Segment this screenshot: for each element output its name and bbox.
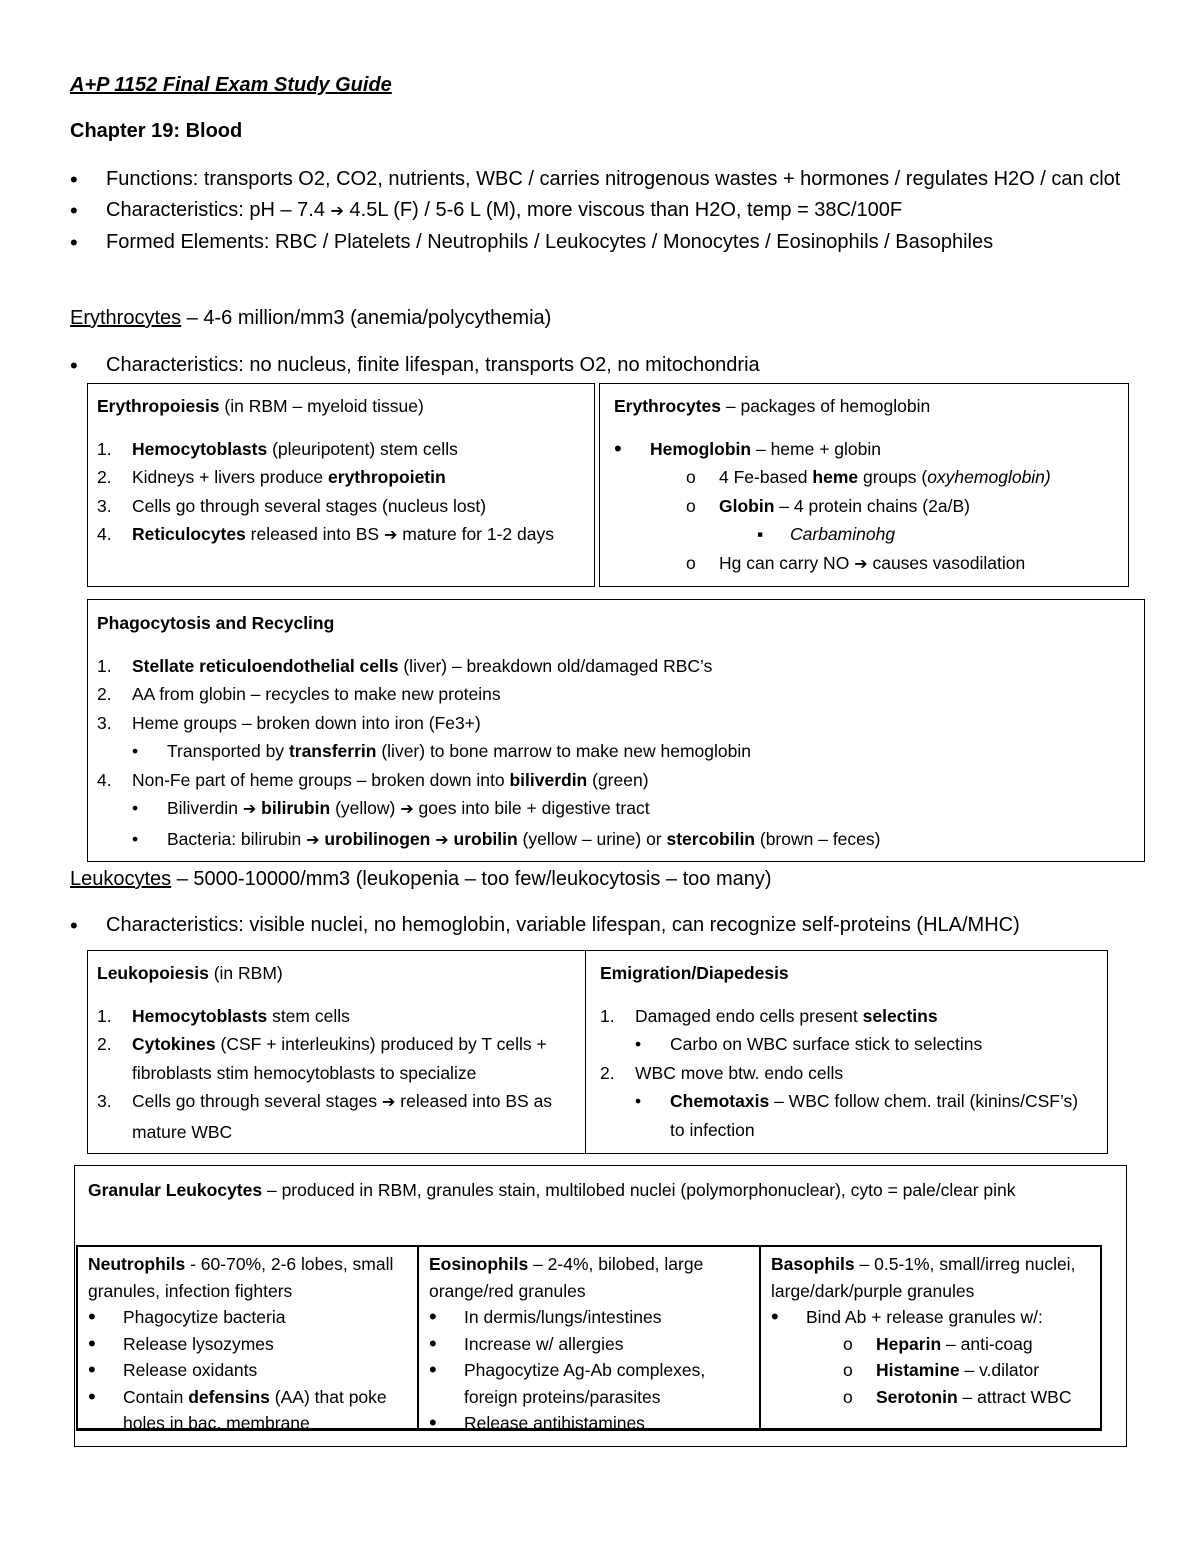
- list-item: • Transported by transferrin (liver) to bone marrow to make new hemoglobin: [97, 737, 1135, 766]
- list-item: 1. Hemocytoblasts stem cells: [97, 1005, 350, 1026]
- intro-bullets: [70, 164, 1130, 258]
- list-item: • Formed Elements: RBC / Platelets / Neutrophils / Leukocytes / Monocytes / Eosinophils / Basophiles: [70, 227, 1130, 258]
- right-arrow-icon: ➔: [383, 527, 398, 544]
- leukopoiesis-box: [87, 950, 587, 1154]
- list-item: • Increase w/ allergies: [429, 1331, 749, 1358]
- list-item: • Bind Ab + release granules w/:: [771, 1304, 1090, 1331]
- list-item: • Chemotaxis – WBC follow chem. trail (kinins/CSF’s) to infection: [600, 1087, 1093, 1144]
- basophils-cell: Basophils – 0.5-1%, small/irreg nuclei, large/dark/purple granules • Bind Ab + release granules w/: o Heparin – anti-coag o Histamine – v.dilator o Serotonin – attract WBC: [761, 1247, 1100, 1428]
- list-item: • Bacteria: bilirubin ➔ urobilinogen ➔ urobilin (yellow – urine) or stercobilin (brown – feces): [97, 825, 1135, 856]
- erythrocytes-characteristics: [70, 350, 1130, 381]
- erythropoiesis-box: [87, 383, 595, 587]
- list-item: 2. Cytokines (CSF + interleukins) produced by T cells + fibroblasts stim hemocytoblasts to specialize: [97, 1034, 547, 1083]
- leukocytes-characteristics: [70, 910, 1150, 941]
- right-arrow-icon: ➔: [400, 801, 414, 818]
- box-title: Emigration/Diapedesis: [600, 963, 789, 983]
- list-item: 3. Heme groups – broken down into iron (Fe3+): [97, 712, 481, 733]
- list-item: • Characteristics: visible nuclei, no hemoglobin, variable lifespan, can recognize self-proteins (HLA/MHC): [70, 910, 1150, 941]
- right-arrow-icon: ➔: [382, 1094, 396, 1111]
- box-title: Leukopoiesis (in RBM): [97, 963, 283, 983]
- list-item: 2. AA from globin – recycles to make new proteins: [97, 684, 501, 704]
- erythrocytes-box: [599, 383, 1129, 587]
- leukocytes-heading: Leukocytes – 5000-10000/mm3 (leukopenia – too few/leukocytosis – too many): [70, 868, 772, 890]
- list-item: • Phagocytize Ag-Ab complexes, foreign proteins/parasites: [429, 1357, 749, 1410]
- list-item: 3. Cells go through several stages (nucleus lost): [97, 495, 487, 516]
- granulocyte-table: [76, 1245, 1102, 1431]
- list-item: • Characteristics: no nucleus, finite lifespan, transports O2, no mitochondria: [70, 350, 1130, 381]
- neutrophils-cell: Neutrophils - 60-70%, 2-6 lobes, small granules, infection fighters • Phagocytize bacteria • Release lysozymes • Release oxidants • Contain defensins (AA) that poke holes in bac. membrane: [78, 1247, 419, 1428]
- right-arrow-icon: ➔: [330, 203, 344, 220]
- box-title: Erythropoiesis (in RBM – myeloid tissue): [97, 396, 424, 416]
- list-item: o Globin – 4 protein chains (2a/B): [614, 492, 1114, 521]
- list-item: • Functions: transports O2, CO2, nutrients, WBC / carries nitrogenous wastes + hormones / regulates H2O / can clot: [70, 164, 1130, 195]
- list-item: 4. Reticulocytes released into BS ➔ mature for 1-2 days: [97, 524, 554, 544]
- right-arrow-icon: ➔: [854, 555, 868, 573]
- phagocytosis-box: [87, 599, 1145, 862]
- list-item: • In dermis/lungs/intestines: [429, 1304, 749, 1331]
- list-item: 4. Non-Fe part of heme groups – broken down into biliverdin (green): [97, 769, 649, 790]
- emigration-box: [585, 950, 1108, 1154]
- right-arrow-icon: ➔: [435, 831, 449, 849]
- list-item: ▪ Carbaminohg: [614, 520, 1114, 549]
- box-title: Phagocytosis and Recycling: [97, 613, 335, 633]
- box-title: Erythrocytes – packages of hemoglobin: [614, 396, 931, 416]
- list-item: • Hemoglobin – heme + globin: [614, 435, 1114, 464]
- doc-title: A+P 1152 Final Exam Study Guide: [70, 74, 392, 96]
- list-item: • Carbo on WBC surface stick to selectins: [600, 1030, 1093, 1059]
- right-arrow-icon: ➔: [306, 831, 320, 849]
- list-item: • Release lysozymes: [88, 1331, 407, 1358]
- list-item: o Histamine – v.dilator: [771, 1357, 1090, 1384]
- list-item: • Biliverdin ➔ bilirubin (yellow) ➔ goes into bile + digestive tract: [97, 794, 1135, 825]
- list-item: 1. Hemocytoblasts (pleuripotent) stem cells: [97, 438, 458, 459]
- list-item: 2. WBC move btw. endo cells: [600, 1062, 844, 1083]
- list-item: o Hg can carry NO ➔ causes vasodilation: [614, 549, 1114, 580]
- list-item: 1. Stellate reticuloendothelial cells (liver) – breakdown old/damaged RBC’s: [97, 655, 713, 676]
- chapter-heading: Chapter 19: Blood: [70, 120, 243, 142]
- eosinophils-cell: Eosinophils – 2-4%, bilobed, large orange/red granules • In dermis/lungs/intestines • Increase w/ allergies • Phagocytize Ag-Ab complexes, foreign proteins/parasites • Release antihistamines: [419, 1247, 761, 1428]
- erythrocytes-heading: Erythrocytes – 4-6 million/mm3 (anemia/polycythemia): [70, 307, 552, 329]
- list-item: o Heparin – anti-coag: [771, 1331, 1090, 1358]
- box-title: Granular Leukocytes – produced in RBM, granules stain, multilobed nuclei (polymorphonuclear), cyto = pale/clear pink: [88, 1180, 1016, 1200]
- list-item: • Contain defensins (AA) that poke holes in bac. membrane: [88, 1384, 407, 1437]
- list-item: o Serotonin – attract WBC: [771, 1384, 1090, 1411]
- list-item: 2. Kidneys + livers produce erythropoietin: [97, 467, 446, 487]
- list-item: • Release oxidants: [88, 1357, 407, 1384]
- list-item: 1. Damaged endo cells present selectins: [600, 1005, 938, 1026]
- list-item: o 4 Fe-based heme groups (oxyhemoglobin): [614, 463, 1114, 492]
- right-arrow-icon: ➔: [242, 801, 257, 818]
- list-item: • Characteristics: pH – 7.4 ➔ 4.5L (F) / 5-6 L (M), more viscous than H2O, temp = 38C/100F: [70, 195, 1130, 227]
- list-item: 3. Cells go through several stages ➔ released into BS as mature WBC: [97, 1091, 553, 1142]
- list-item: • Phagocytize bacteria: [88, 1304, 407, 1331]
- list-item: • Release antihistamines: [429, 1410, 749, 1437]
